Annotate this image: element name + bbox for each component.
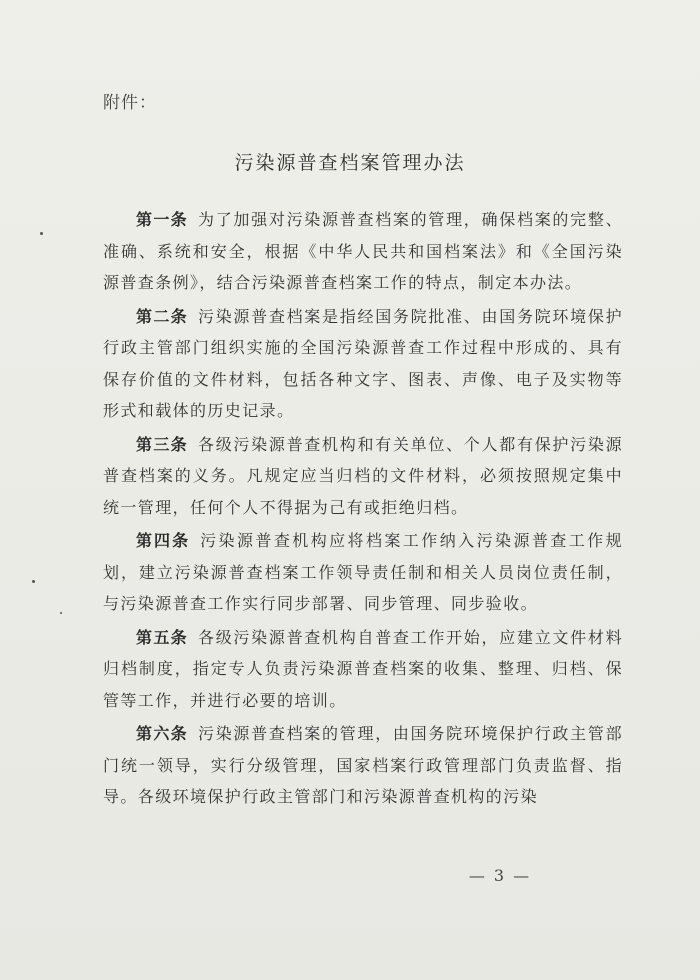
attachment-label: 附件：: [103, 93, 157, 113]
article-text: 污染源普查机构应将档案工作纳入污染源普查工作规划，建立污染源普查档案工作领导责任制和相关人员岗位责任制，与污染源普查工作实行同步部署、同步管理、同步验收。: [103, 531, 623, 613]
article-text: 为了加强对污染源普查档案的管理，确保档案的完整、准确、系统和安全，根据《中华人民共和国档案法》和《全国污染源普查条例》，结合污染源普查档案工作的特点，制定本办法。: [103, 210, 623, 292]
scan-speck: [60, 612, 62, 614]
article-number: 第一条: [136, 210, 188, 229]
article-5: [103, 622, 623, 717]
article-2: [103, 301, 623, 427]
article-4: [103, 525, 623, 620]
article-number: 第六条: [136, 724, 188, 743]
scan-speck: [32, 580, 35, 583]
scan-speck: [40, 232, 43, 235]
article-text: 各级污染源普查机构自普查工作开始，应建立文件材料归档制度，指定专人负责污染源普查档案的收集、整理、归档、保管等工作，并进行必要的培训。: [103, 627, 623, 710]
article-number: 第五条: [136, 627, 188, 647]
article-text: 污染源普查档案是指经国务院批准、由国务院环境保护行政主管部门组织实施的全国污染源普查工作过程中形成的、具有保存价值的文件材料，包括各种文字、图表、声像、电子及实物等形式和载体的历史记录。: [103, 306, 623, 420]
page-number: — 3 —: [468, 866, 532, 885]
article-text: 各级污染源普查机构和有关单位、个人都有保护污染源普查档案的义务。凡规定应当归档的文件材料，必须按照规定集中统一管理，任何个人不得据为己有或拒绝归档。: [103, 434, 623, 517]
document-title: 污染源普查档案管理办法: [234, 152, 466, 174]
document-body: [103, 204, 623, 815]
article-6: [103, 718, 623, 813]
article-3: [103, 429, 623, 524]
article-1: [103, 204, 623, 299]
article-number: 第四条: [136, 531, 191, 550]
article-number: 第二条: [136, 306, 188, 326]
article-text: 污染源普查档案的管理，由国务院环境保护行政主管部门统一领导，实行分级管理，国家档案行政管理部门负责监督、指导。各级环境保护行政主管部门和污染源普查机构的污染: [103, 724, 623, 806]
article-number: 第三条: [136, 434, 188, 454]
